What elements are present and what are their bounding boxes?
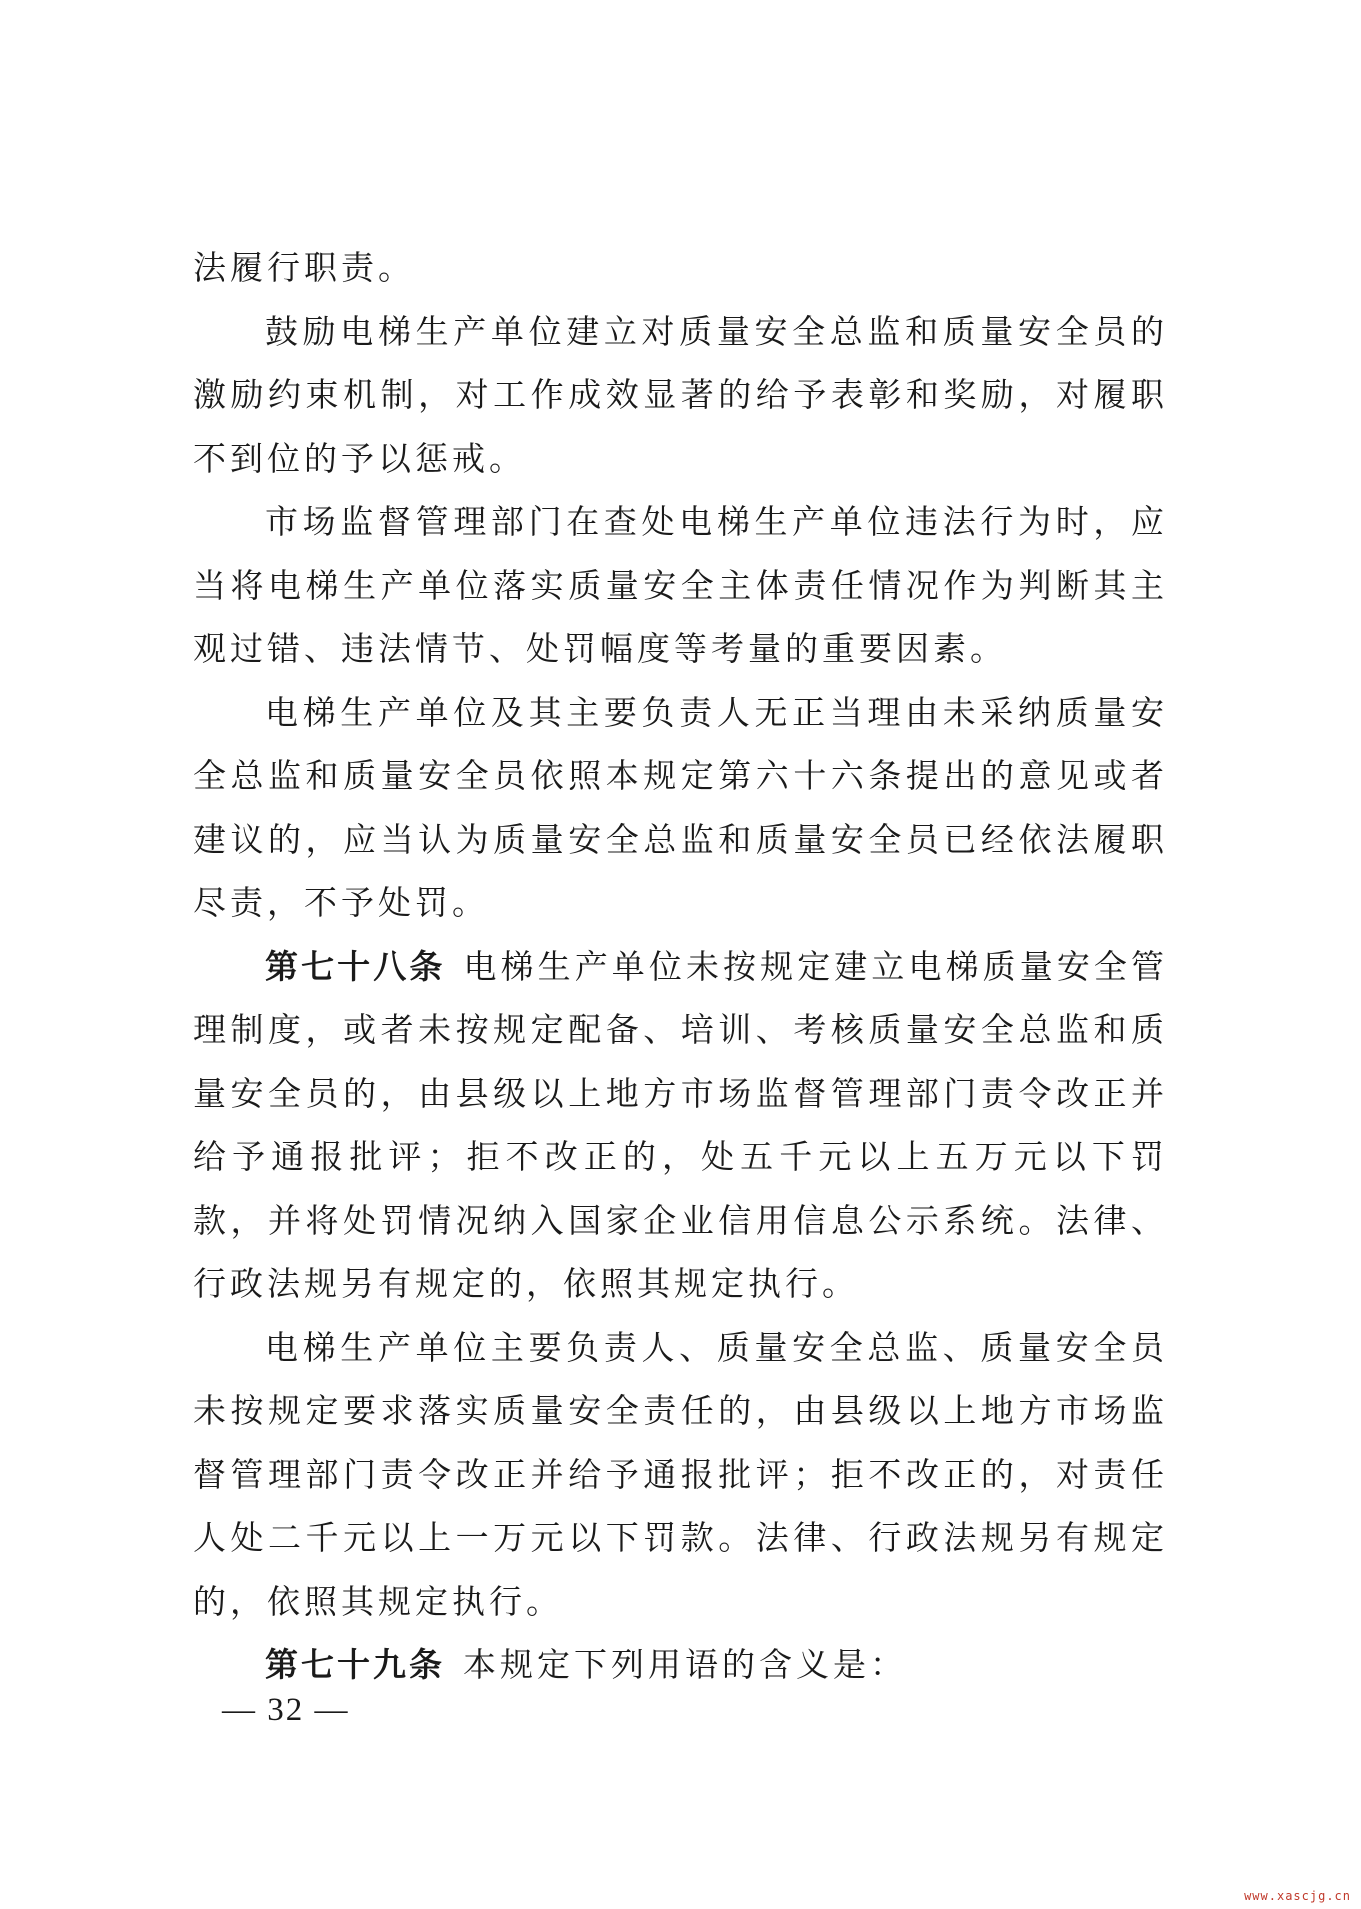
paragraph [193, 300, 1168, 491]
paragraph-text: 法履行职责。 [193, 248, 415, 287]
article-heading: 第七十八条 [265, 946, 446, 986]
paragraph [193, 1316, 1168, 1634]
article-heading: 第七十九条 [265, 1645, 445, 1684]
paragraph-continuation [193, 236, 1168, 300]
paragraph [193, 681, 1168, 935]
paragraph [193, 490, 1168, 681]
article-78-paragraph [193, 935, 1168, 1316]
paragraph-text: 电梯生产单位及其主要负责人无正当理由未采纳质量安全总监和质量安全员依照本规定第六十六条提出的意见或者建议的，应当认为质量安全总监和质量安全员已经依法履职尽责，不予处罚。 [193, 692, 1168, 922]
article-79-paragraph [193, 1633, 1168, 1697]
site-watermark: www.xascjg.cn [1244, 1889, 1351, 1903]
page-number: — 32 — [222, 1692, 350, 1728]
paragraph-text: 市场监督管理部门在查处电梯生产单位违法行为时，应当将电梯生产单位落实质量安全主体责任情况作为判断其主观过错、违法情节、处罚幅度等考量的重要因素。 [193, 502, 1168, 668]
document-body [193, 236, 1168, 1697]
paragraph-text: 鼓励电梯生产单位建立对质量安全总监和质量安全员的激励约束机制，对工作成效显著的给予表彰和奖励，对履职不到位的予以惩戒。 [193, 311, 1168, 478]
paragraph-text: 本规定下列用语的含义是： [463, 1645, 907, 1684]
paragraph-text: 电梯生产单位未按规定建立电梯质量安全管理制度，或者未按规定配备、培训、考核质量安全总监和质量安全员的，由县级以上地方市场监督管理部门责令改正并给予通报批评；拒不改正的，处五千元以上五万元以下罚款，并将处罚情况纳入国家企业信用信息公示系统。法律、行政法规另有规定的，依照其规定执行。 [193, 946, 1169, 1303]
paragraph-text: 电梯生产单位主要负责人、质量安全总监、质量安全员未按规定要求落实质量安全责任的，由县级以上地方市场监督管理部门责令改正并给予通报批评；拒不改正的，对责任人处二千元以上一万元以下罚款。法律、行政法规另有规定的，依照其规定执行。 [193, 1327, 1168, 1621]
